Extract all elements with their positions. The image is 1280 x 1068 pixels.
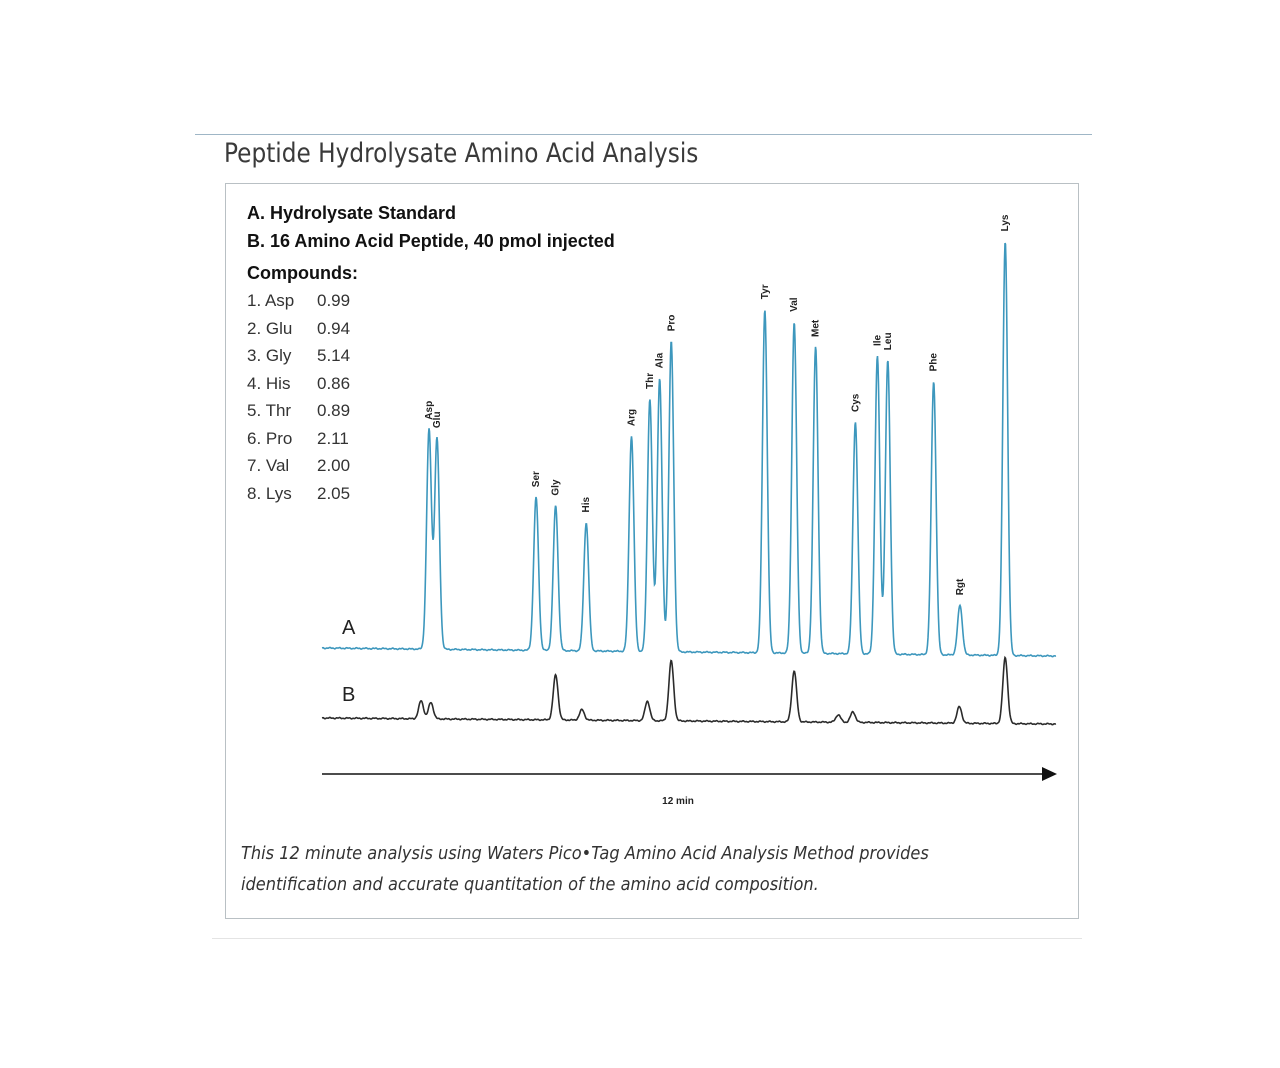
trace-b-label: B [342, 684, 356, 706]
compound-label: 4. His [247, 373, 291, 393]
trace-a-line [322, 243, 1056, 657]
peak-label: Val [789, 297, 801, 312]
peak-label: Ala [654, 352, 666, 369]
compound-label: 6. Pro [247, 428, 293, 448]
peak-label: Ser [531, 471, 543, 488]
legend-line-a: A. Hydrolysate Standard [247, 203, 457, 223]
compound-label: 2. Glu [247, 318, 293, 338]
peak-label: Leu [882, 332, 894, 351]
peak-label: Tyr [759, 284, 771, 300]
peak-label: Arg [626, 408, 638, 427]
compound-label: 3. Gly [247, 346, 292, 365]
bottom-divider [212, 938, 1082, 939]
peak-label: Cys [850, 393, 862, 412]
compound-value: 2.00 [317, 456, 351, 475]
compound-value: 2.11 [317, 428, 349, 448]
peak-label: Phe [928, 353, 940, 372]
compound-value: 0.89 [317, 401, 351, 420]
compound-value: 5.14 [317, 346, 351, 365]
peak-label: Asp [424, 400, 435, 420]
compound-label: 5. Thr [247, 401, 292, 420]
compounds-header: Compounds: [247, 263, 358, 283]
time-axis-label: 12 min [662, 796, 694, 807]
compound-label: 7. Val [247, 456, 290, 475]
peak-label: Lys [1000, 214, 1012, 232]
time-axis-arrowhead [1042, 767, 1057, 781]
trace-b-line [322, 658, 1056, 725]
compound-value: 0.86 [317, 373, 351, 393]
figure-caption: This 12 minute analysis using Waters Pico•Tag Amino Acid Analysis Method provides identification and accurate quantitation of the amino acid composition. [241, 843, 929, 895]
peak-label: Ile [872, 334, 884, 346]
peak-label: Glu [432, 411, 443, 429]
peak-label: Met [810, 319, 822, 337]
compound-value: 2.05 [317, 483, 351, 503]
peak-label: Gly [550, 479, 562, 496]
peak-label: Thr [644, 372, 656, 389]
compound-label: 1. Asp [247, 291, 295, 310]
compound-value: 0.94 [317, 318, 351, 338]
legend-line-b: B. 16 Amino Acid Peptide, 40 pmol injected [247, 231, 615, 251]
compound-value: 0.99 [317, 291, 351, 310]
page-title: Peptide Hydrolysate Amino Acid Analysis [224, 138, 699, 169]
peak-label: Rgt [955, 578, 966, 596]
peak-labels [424, 214, 1011, 595]
peak-label: His [581, 496, 593, 513]
trace-a-label: A [342, 617, 356, 639]
compound-label: 8. Lys [247, 483, 292, 503]
peak-label: Pro [666, 314, 678, 332]
